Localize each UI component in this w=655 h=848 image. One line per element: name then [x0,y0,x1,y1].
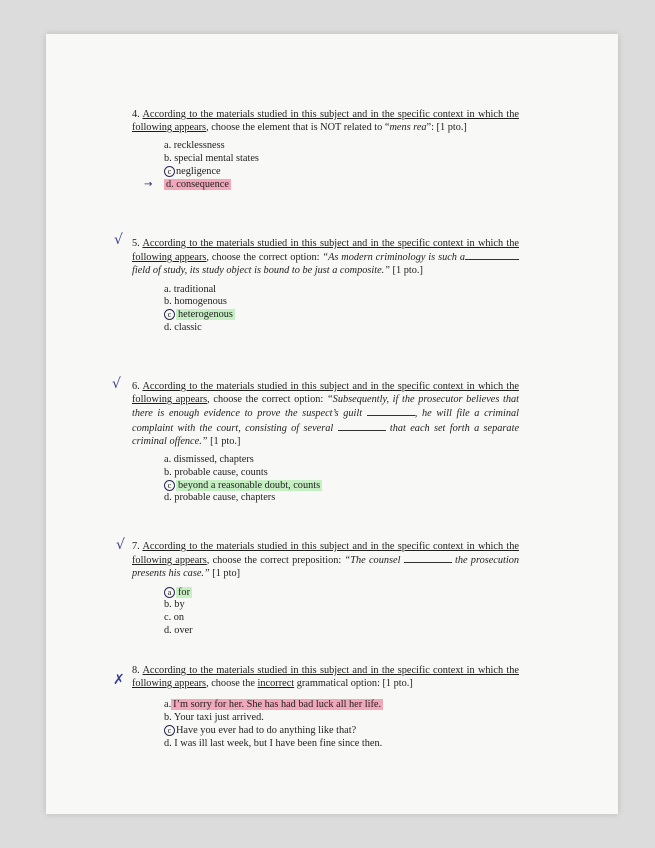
highlight-green: beyond a reasonable doubt, counts [178,479,321,491]
option-d [144,178,519,192]
option-d: d. classic [164,322,202,333]
question-5-text: 5. According to the materials studied in this subject and in the specific context in which the following appears, choose the correct option: “As modern criminology is such afield of study, its study object is bound to be just a composite.” [1 pto.] [132,238,519,277]
option-a: a. traditional [164,283,217,295]
question-4 [132,108,519,192]
blank-line [338,421,386,431]
highlight-green: for [178,586,191,598]
option-d: d. over [164,625,193,636]
circle-mark: a [164,587,175,598]
check-mark-icon: √ [112,376,121,392]
option-c [164,309,519,322]
question-7-options [164,587,519,638]
question-6-text: 6. According to the materials studied in this subject and in the specific context in which the following appears, choose the correct option: “Subsequently, if the prosecutor believes that there is enough evidence to prove the suspect’s guilt , he will file a criminal complaint with the court, consisting of several that each set forth a separate criminal offence.” [1 pto.] [132,381,520,447]
option-b: b. special mental states [164,153,259,165]
option-c: c. on [164,612,185,624]
option-c [164,480,519,493]
option-d: d. probable cause, chapters [164,492,276,504]
option-a: a. recklessness [164,140,225,152]
highlight-red: I’m sorry for her. She has had bad luck all her life. [173,699,382,711]
option-a: a. I’m sorry for her. She has had bad luck all her life. [164,699,382,711]
option-c: c Have you ever had to do anything like that? [164,725,519,738]
question-6 [132,380,519,505]
circle-mark: c [164,725,175,736]
option-b: b. by [164,599,185,611]
question-5-options [164,284,519,335]
check-mark-icon: √ [116,537,125,553]
highlight-red: d. consequence [166,178,229,190]
blank-line [465,250,519,260]
question-8 [132,664,519,751]
highlight-green: heterogenous [178,309,233,321]
option-a [164,587,519,600]
question-5 [132,237,519,335]
option-b: b. homogenous [164,296,227,308]
blank-line [367,406,415,416]
circle-mark: c [164,166,175,177]
circle-mark: c [164,309,175,320]
question-6-options [164,454,519,505]
cross-mark-icon: ✗ [113,672,125,688]
option-b: b. Your taxi just arrived. [164,712,264,724]
question-4-options [144,140,519,191]
question-7 [132,540,519,638]
arrow-icon: → [144,178,153,190]
circle-mark: c [164,480,175,491]
question-7-text: 7. According to the materials studied in this subject and in the specific context in which the following appears, choose the correct preposition: “The counsel the prosecution presents his case.” [1 pto] [132,541,520,580]
blank-line [404,553,452,563]
question-8-options [164,699,519,750]
option-a: a. dismissed, chapters [164,454,254,466]
check-mark-icon: √ [114,232,123,248]
option-b: b. probable cause, counts [164,466,268,478]
question-8-text: 8. According to the materials studied in this subject and in the specific context in which the following appears, choose the incorrect grammatical option: [1 pto.] [132,665,519,690]
option-c: c negligence [164,166,519,179]
question-4-text: 4. According to the materials studied in this subject and in the specific context in which the following appears, choose the element that is NOT related to “mens rea”: [1 pto.] [132,109,519,134]
option-d: d. I was ill last week, but I have been fine since then. [164,737,383,749]
